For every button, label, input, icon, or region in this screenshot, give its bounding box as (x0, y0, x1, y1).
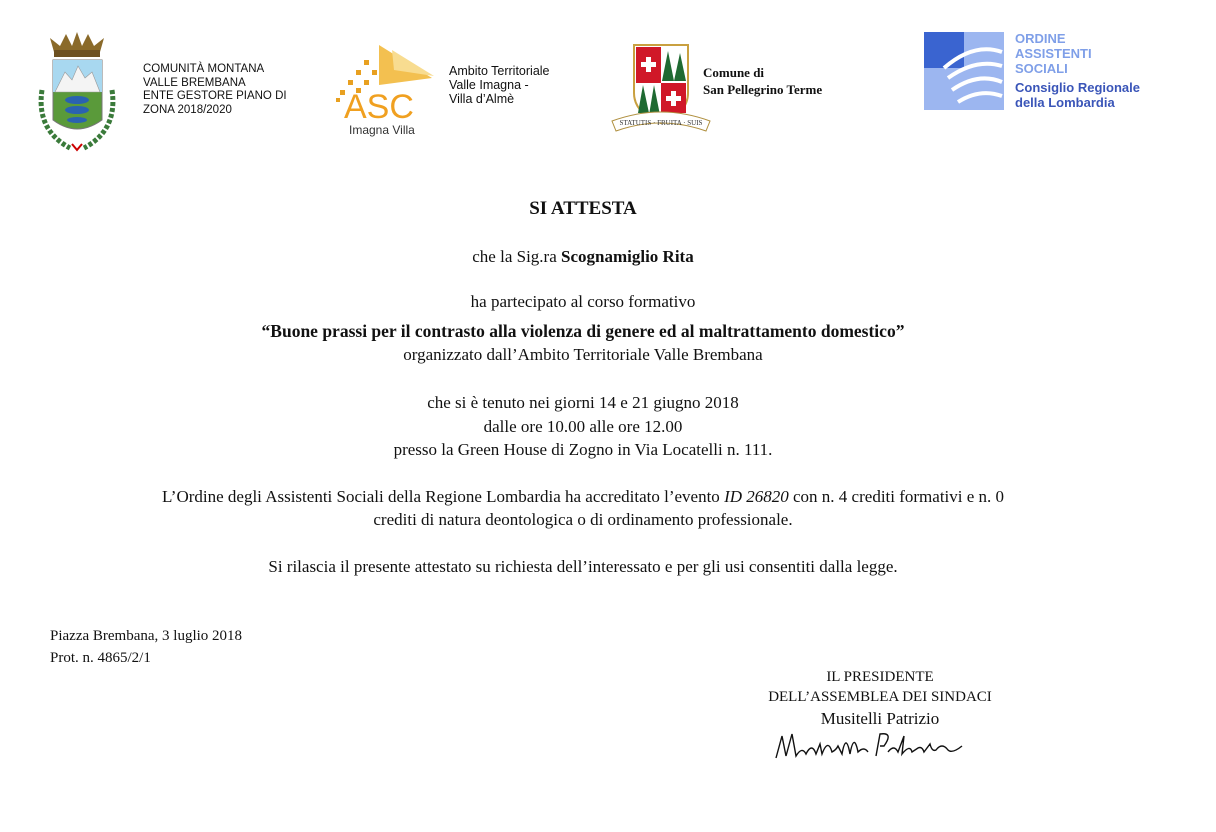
recipient-line (0, 247, 1166, 267)
logo-text-line: SOCIALI (1015, 61, 1068, 76)
release-statement: Si rilascia il presente attestato su richiesta dell’interessato e per gli usi consentiti dalla legge. (268, 557, 898, 576)
signer-role-2: DELL’ASSEMBLEA DEI SINDACI (768, 689, 992, 705)
event-id: ID 26820 (724, 487, 789, 506)
logo-text-line: Comune di (703, 65, 765, 80)
logo-text-line: COMUNITÀ MONTANA (143, 63, 265, 75)
accreditation-text: L’Ordine degli Assistenti Sociali della Regione Lombardia ha accreditato l’evento (161, 487, 725, 506)
comunita-montana-coat-of-arms-icon (30, 30, 125, 158)
logo-text-line: ASSISTENTI (1015, 46, 1092, 61)
hours-text: dalle ore 10.00 alle ore 12.00 (483, 417, 683, 436)
san-pellegrino-coat-of-arms-icon (610, 43, 712, 133)
logo-text-line: Villa d’Almè (449, 92, 515, 106)
asc-mark-text: ASC (344, 88, 414, 126)
accreditation-line-2: crediti di natura deontologica o di ordinamento professionale. (373, 510, 793, 529)
certificate-title: SI ATTESTA (529, 198, 637, 219)
logo-text-line: Ambito Territoriale (449, 64, 550, 78)
accreditation-credits: con n. 4 crediti formativi e n. 0 (788, 487, 1005, 506)
protocol-number: Prot. n. 4865/2/1 (50, 650, 151, 666)
san-pellegrino-label (703, 64, 822, 98)
ambito-territoriale-label (449, 64, 550, 106)
comunita-montana-label (143, 63, 287, 117)
ordine-label (1015, 31, 1140, 110)
logo-text-line: ORDINE (1015, 31, 1066, 46)
signer-name: Musitelli Patrizio (820, 709, 940, 728)
course-title: “Buone prassi per il contrasto alla violenza di genere ed al maltrattamento domestico” (261, 321, 905, 341)
dates-text: che si è tenuto nei giorni 14 e 21 giugno 2018 (427, 393, 739, 412)
asc-logo-icon (334, 40, 439, 138)
motto-text: STATUTIS · FRUITA · SUIS (619, 119, 703, 127)
logo-text-line: San Pellegrino Terme (703, 82, 823, 97)
place-date: Piazza Brembana, 3 luglio 2018 (50, 628, 243, 644)
logo-text-line: ENTE GESTORE PIANO DI (143, 90, 287, 102)
logo-text-line: Valle Imagna - (449, 78, 529, 92)
recipient-name: Scognamiglio Rita (561, 247, 694, 266)
accreditation-line-1 (0, 487, 1166, 507)
venue-text: presso la Green House di Zogno in Via Locatelli n. 111. (393, 440, 773, 459)
logo-text-line: della Lombardia (1015, 95, 1115, 110)
logo-text-line: VALLE BREMBANA (143, 76, 246, 89)
participation-text: ha partecipato al corso formativo (470, 292, 696, 311)
logo-text-line: Consiglio Regionale (1015, 80, 1140, 95)
logo-text-line: ZONA 2018/2020 (143, 103, 232, 116)
organizer-text: organizzato dall’Ambito Territoriale Valle Brembana (403, 345, 763, 364)
handwritten-signature (772, 728, 972, 768)
asc-mark-sub-text: Imagna Villa (349, 123, 415, 137)
recipient-prefix: che la Sig.ra (472, 247, 562, 266)
signer-role-1: IL PRESIDENTE (826, 669, 934, 685)
ordine-assistenti-sociali-logo-icon (924, 32, 1004, 110)
